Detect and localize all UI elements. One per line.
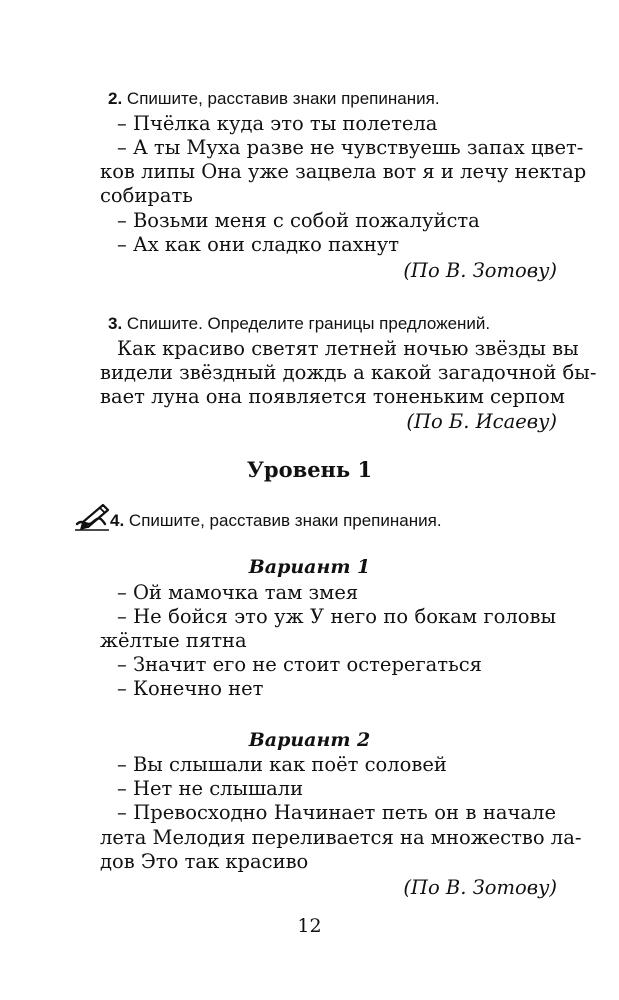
task-2-instruction-line <box>108 87 440 111</box>
level-heading: Уровень 1 <box>246 457 373 482</box>
task-3-line-1: Как красиво светят летней ночью звёзды вы <box>117 337 579 360</box>
task-2-number: 2. <box>108 89 123 108</box>
task-3-line-3: вает луна она появляется тоненьким серпом <box>100 385 565 408</box>
variant-1-line-2: – Не бойся это уж У него по бокам головы <box>117 605 556 628</box>
variant-2-line-2: – Нет не слышали <box>117 777 304 800</box>
task-3-number: 3. <box>108 314 123 333</box>
task-3-instruction: Спишите. Определите границы предложений. <box>126 314 491 333</box>
task-3-instruction-line <box>108 312 490 336</box>
pencil-writing-icon <box>73 502 111 532</box>
variant-2-line-3: – Превосходно Начинает петь он в начале <box>117 801 556 824</box>
task-2-line-3: ков липы Она уже зацвела вот я и лечу нектар <box>100 160 587 183</box>
task-2-instruction: Спишите, расставив знаки препинания. <box>126 89 440 108</box>
variant-1-line-3: жёлтые пятна <box>100 629 247 652</box>
task-4-instruction-line <box>110 509 442 533</box>
task-2-source: (По В. Зотову) <box>403 259 557 282</box>
variant-1-line-5: – Конечно нет <box>117 677 264 700</box>
variant-2-line-1: – Вы слышали как поёт соловей <box>117 753 447 776</box>
variant-1-title: Вариант 1 <box>248 556 371 578</box>
variant-2-source: (По В. Зотову) <box>403 876 557 899</box>
task-2-line-1: – Пчёлка куда это ты полетела <box>117 112 438 135</box>
task-2-line-4: собирать <box>100 184 193 207</box>
variant-2-title: Вариант 2 <box>248 729 371 751</box>
variant-1-line-1: – Ой мамочка там змея <box>117 581 359 604</box>
task-2-line-2: – А ты Муха разве не чувствуешь запах цвет- <box>117 136 584 159</box>
variant-1-line-4: – Значит его не стоит остерегаться <box>117 653 482 676</box>
variant-2-line-5: дов Это так красиво <box>100 850 309 873</box>
task-3-line-2: видели звёздный дождь а какой загадочной бы- <box>100 361 597 384</box>
task-3-source: (По Б. Исаеву) <box>406 410 557 433</box>
task-4-instruction: Спишите, расставив знаки препинания. <box>128 511 442 530</box>
task-2-line-5: – Возьми меня с собой пожалуйста <box>117 209 480 232</box>
variant-2-line-4: лета Мелодия переливается на множество ла- <box>100 826 582 849</box>
task-2-line-6: – Ах как они сладко пахнут <box>117 233 399 256</box>
page-number: 12 <box>297 915 322 937</box>
task-4-number: 4. <box>110 511 125 530</box>
